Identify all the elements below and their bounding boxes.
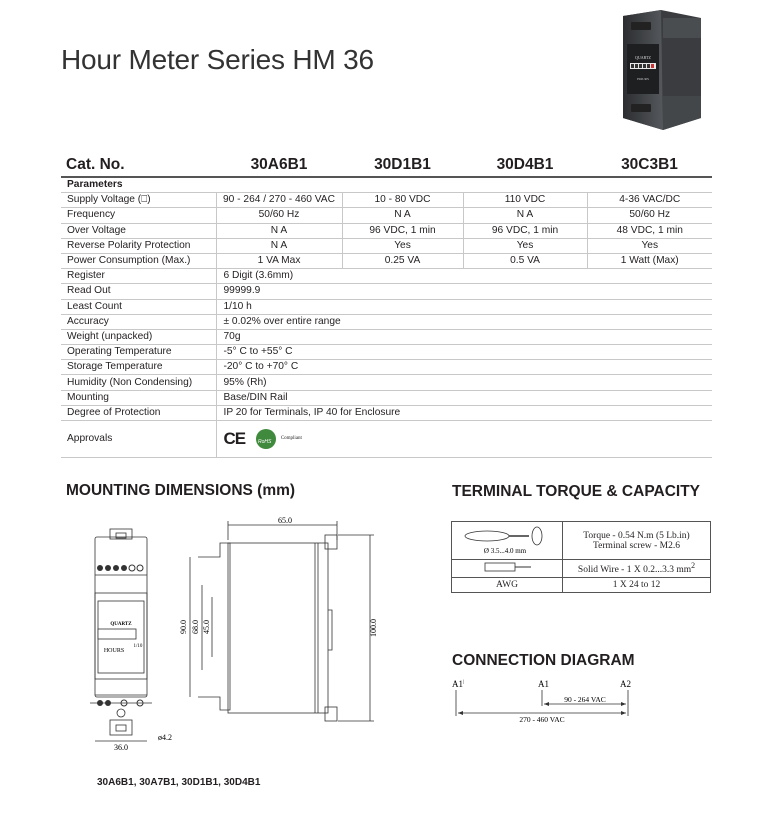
range-label: 90 - 264 VAC [564,695,606,704]
cell: Yes [342,238,463,253]
wire-sup: 2 [691,561,696,571]
cell: N A [342,208,463,223]
cell: 50/60 Hz [587,208,712,223]
cell: ± 0.02% over entire range [216,314,712,329]
cell: 90 - 264 / 270 - 460 VAC [216,193,342,208]
dim-depth: 65.0 [278,516,292,525]
screwdriver-label: Ø 3.5...4.0 mm [483,547,527,555]
terminal-a1: A1 [538,679,549,689]
torque-table [451,521,711,593]
table-row [61,193,712,208]
terminal-a2: A2 [620,679,631,689]
ce-mark: CE [223,429,246,448]
photo-hours: HOURS [637,77,649,81]
table-row [61,299,712,314]
wire-icon [477,561,537,573]
row-label: Least Count [61,299,216,314]
cell: Yes [463,238,587,253]
screwdriver-icon [457,522,557,556]
cell: 0.5 VA [463,253,587,268]
cell: N A [463,208,587,223]
cell: Yes [587,238,712,253]
row-label: Humidity (Non Condensing) [61,375,216,390]
cell: N A [216,223,342,238]
awg-label: AWG [452,578,563,593]
models-caption: 30A6B1, 30A7B1, 30D1B1, 30D4B1 [97,777,261,788]
cell: 0.25 VA [342,253,463,268]
table-row [61,238,712,253]
model-header: 30D4B1 [463,154,587,177]
cell: 50/60 Hz [216,208,342,223]
dim-height-mid: 68.0 [191,620,200,634]
table-row [61,390,712,405]
table-row [61,284,712,299]
dim-height-inner: 45.0 [202,620,211,634]
model-header: 30A6B1 [216,154,342,177]
hours-label: HOURS [103,648,125,654]
terminal-heading: TERMINAL TORQUE & CAPACITY [452,483,701,500]
product-photo [603,8,705,133]
wire-spec [563,560,711,578]
screw-line: Terminal screw - M2.6 [593,540,680,551]
cell: 96 VDC, 1 min [463,223,587,238]
connection-diagram [450,676,640,726]
terminal-a1-prime: A1| [452,679,465,689]
row-label: Approvals [61,421,216,458]
table-row [61,375,712,390]
row-label: Supply Voltage (⎕) [61,193,216,208]
cell: 48 VDC, 1 min [587,223,712,238]
table-row [61,360,712,375]
table-row [61,269,712,284]
wire-cell [452,560,563,578]
page-title: Hour Meter Series HM 36 [61,44,374,75]
parameters-label: Parameters [61,177,712,193]
torque-line: Torque - 0.54 N.m (5 Lb.in) [583,530,690,541]
row-label: Over Voltage [61,223,216,238]
spec-table [61,154,712,458]
cell: 6 Digit (3.6mm) [216,269,712,284]
cell: 1/10 h [216,299,712,314]
row-label: Accuracy [61,314,216,329]
row-label: Reverse Polarity Protection [61,238,216,253]
cell: Base/DIN Rail [216,390,712,405]
table-row [61,253,712,268]
range-label: 270 - 460 VAC [519,715,565,724]
table-row [61,329,712,344]
cell: 95% (Rh) [216,375,712,390]
table-row [61,421,712,458]
cell: 1 VA Max [216,253,342,268]
approvals-cell [216,421,712,458]
screwdriver-cell [452,522,563,560]
cell: 70g [216,329,712,344]
row-label: Register [61,269,216,284]
cell: 4-36 VAC/DC [587,193,712,208]
cell: -20° C to +70° C [216,360,712,375]
table-row [61,405,712,420]
cell: 10 - 80 VDC [342,193,463,208]
table-row [61,223,712,238]
row-label: Degree of Protection [61,405,216,420]
dim-height-total: 90.0 [179,620,188,634]
cell: 110 VDC [463,193,587,208]
mounting-heading: MOUNTING DIMENSIONS (mm) [66,482,296,499]
table-row [61,345,712,360]
cat-no-header: Cat. No. [61,154,216,177]
cell: 1 Watt (Max) [587,253,712,268]
dim-hole: ø4.2 [158,733,172,742]
row-label: Weight (unpacked) [61,329,216,344]
rohs-compliant: Compliant [280,436,302,441]
row-label: Read Out [61,284,216,299]
cell: N A [216,238,342,253]
connection-heading: CONNECTION DIAGRAM [452,652,635,669]
torque-cell [563,522,711,560]
photo-brand: QUARTZ [635,55,651,60]
row-label: Power Consumption (Max.) [61,253,216,268]
model-header: 30D1B1 [342,154,463,177]
cell: 99999.9 [216,284,712,299]
cell: IP 20 for Terminals, IP 40 for Enclosure [216,405,712,420]
awg-value: 1 X 24 to 12 [563,578,711,593]
table-row [61,208,712,223]
dim-width: 36.0 [114,743,128,752]
mounting-drawing [80,515,400,755]
row-label: Frequency [61,208,216,223]
rohs-text: RoHS [257,439,272,445]
row-label: Operating Temperature [61,345,216,360]
fraction-label: 1/10 [133,644,143,649]
wire-text: Solid Wire - 1 X 0.2...3.3 mm [577,565,692,576]
brand-label: QUARTZ [110,622,132,627]
cell: 96 VDC, 1 min [342,223,463,238]
cell: -5° C to +55° C [216,345,712,360]
row-label: Storage Temperature [61,360,216,375]
rohs-logo [256,429,276,449]
table-row [61,314,712,329]
dim-side-height: 100.0 [369,619,378,637]
model-header: 30C3B1 [587,154,712,177]
row-label: Mounting [61,390,216,405]
